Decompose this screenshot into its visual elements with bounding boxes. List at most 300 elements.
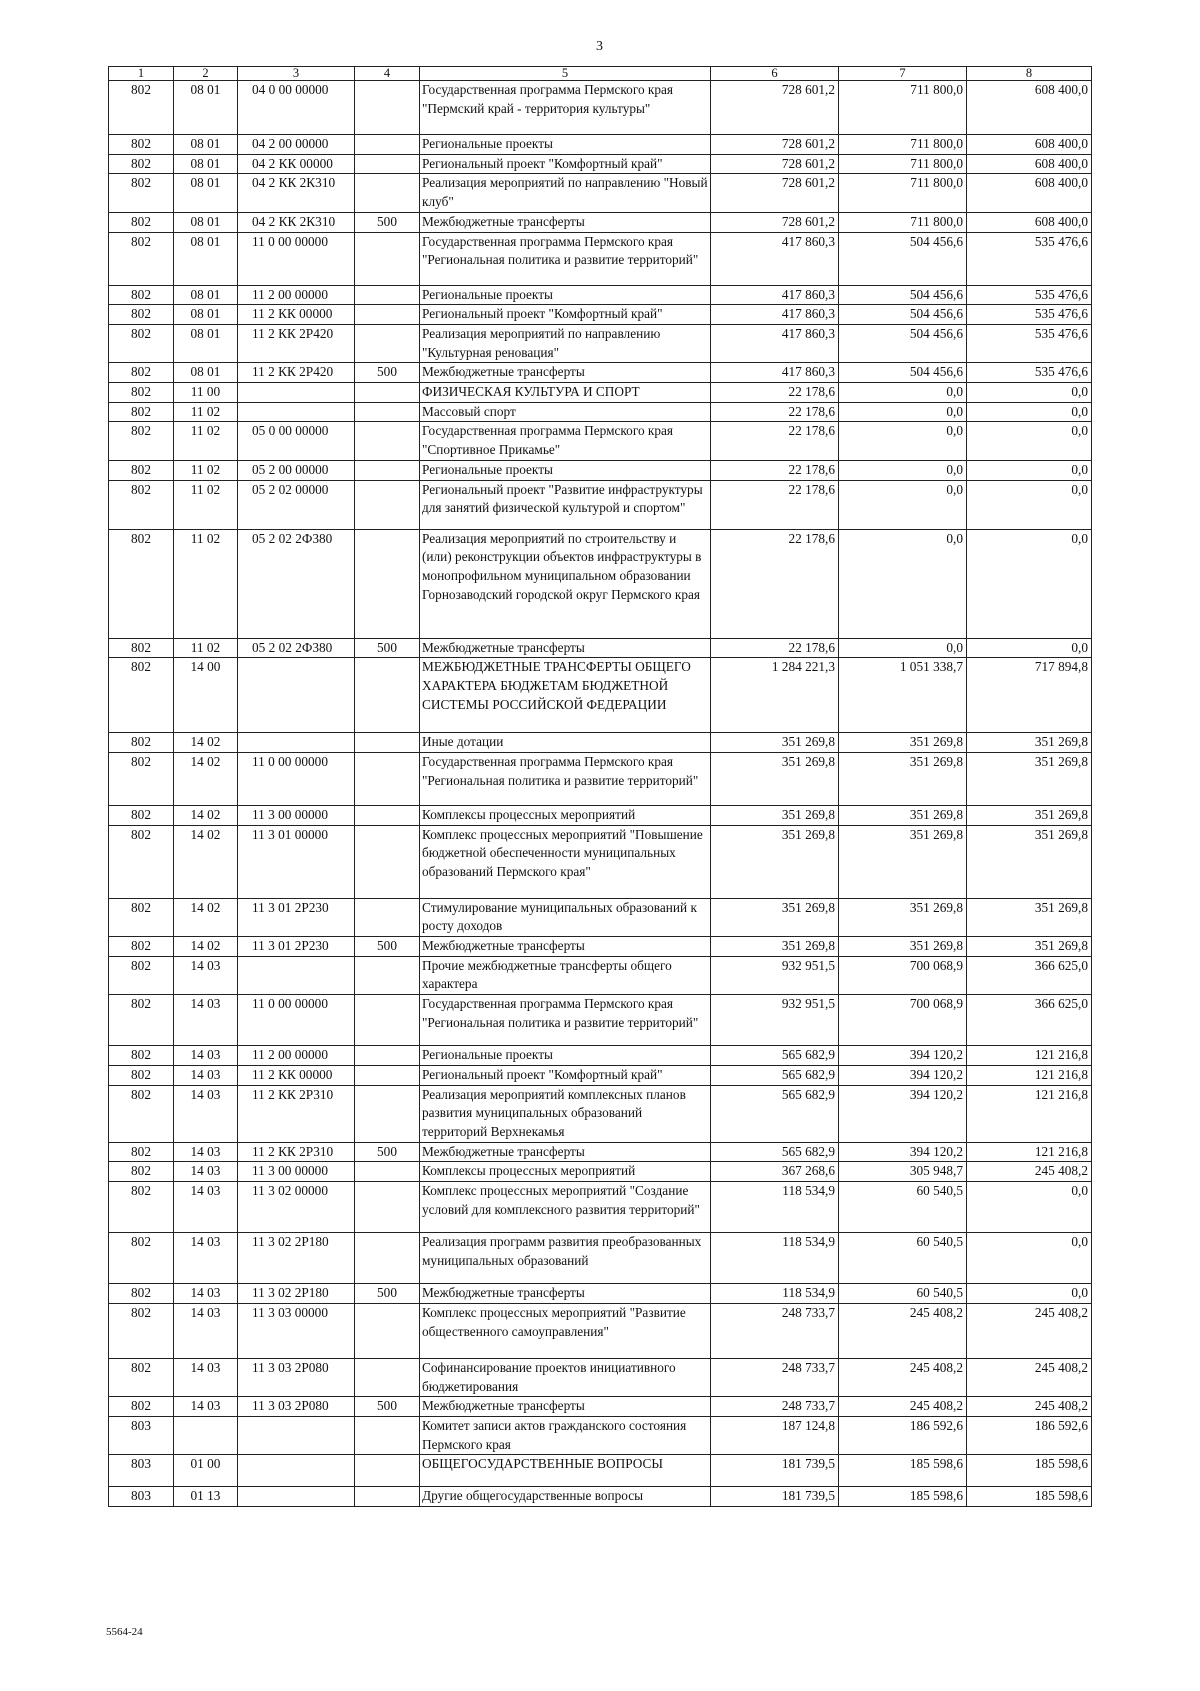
page-number: 3 xyxy=(596,39,603,54)
table-row xyxy=(109,154,1092,174)
cell-ministry-code: 802 xyxy=(109,752,174,805)
cell-expense-type: 500 xyxy=(355,1397,420,1417)
table-row xyxy=(109,232,1092,285)
cell-amount-year-2: 0,0 xyxy=(839,383,967,403)
cell-target-item xyxy=(238,1416,355,1454)
table-row xyxy=(109,324,1092,362)
cell-ministry-code: 802 xyxy=(109,1085,174,1142)
cell-ministry-code: 802 xyxy=(109,174,174,212)
cell-section: 11 02 xyxy=(174,422,238,460)
cell-ministry-code: 802 xyxy=(109,81,174,135)
cell-section: 14 03 xyxy=(174,1233,238,1284)
cell-amount-year-2: 1 051 338,7 xyxy=(839,658,967,733)
table-row xyxy=(109,174,1092,212)
table-row xyxy=(109,1046,1092,1066)
cell-amount-year-1: 22 178,6 xyxy=(711,460,839,480)
cell-amount-year-1: 932 951,5 xyxy=(711,956,839,994)
cell-amount-year-1: 22 178,6 xyxy=(711,480,839,529)
cell-amount-year-1: 417 860,3 xyxy=(711,232,839,285)
cell-amount-year-2: 0,0 xyxy=(839,460,967,480)
table-row xyxy=(109,1303,1092,1358)
cell-amount-year-1: 565 682,9 xyxy=(711,1085,839,1142)
cell-description: Софинансирование проектов инициативного бюджетирования xyxy=(420,1358,711,1396)
cell-description: Межбюджетные трансферты xyxy=(420,638,711,658)
cell-expense-type xyxy=(355,1162,420,1182)
cell-ministry-code: 802 xyxy=(109,305,174,325)
cell-ministry-code: 802 xyxy=(109,1065,174,1085)
cell-amount-year-2: 0,0 xyxy=(839,529,967,638)
cell-amount-year-3: 245 408,2 xyxy=(967,1303,1092,1358)
cell-amount-year-1: 118 534,9 xyxy=(711,1284,839,1304)
cell-ministry-code: 802 xyxy=(109,363,174,383)
cell-description: Государственная программа Пермского края "Спортивное Прикамье" xyxy=(420,422,711,460)
cell-amount-year-3: 245 408,2 xyxy=(967,1397,1092,1417)
cell-target-item xyxy=(238,658,355,733)
cell-amount-year-2: 186 592,6 xyxy=(839,1416,967,1454)
header-col-4: 4 xyxy=(355,67,420,81)
cell-amount-year-1: 248 733,7 xyxy=(711,1397,839,1417)
cell-description: Региональный проект "Комфортный край" xyxy=(420,1065,711,1085)
cell-target-item: 11 2 КК 2Р310 xyxy=(238,1142,355,1162)
table-row xyxy=(109,305,1092,325)
cell-target-item: 05 2 02 2Ф380 xyxy=(238,529,355,638)
cell-description: ОБЩЕГОСУДАРСТВЕННЫЕ ВОПРОСЫ xyxy=(420,1455,711,1487)
table-row xyxy=(109,1455,1092,1487)
cell-section: 14 03 xyxy=(174,1284,238,1304)
cell-expense-type xyxy=(355,81,420,135)
cell-expense-type xyxy=(355,1182,420,1233)
cell-section: 11 02 xyxy=(174,402,238,422)
cell-target-item: 11 3 03 2Р080 xyxy=(238,1397,355,1417)
table-row xyxy=(109,285,1092,305)
cell-amount-year-3: 121 216,8 xyxy=(967,1085,1092,1142)
cell-amount-year-3: 0,0 xyxy=(967,422,1092,460)
cell-ministry-code: 802 xyxy=(109,825,174,898)
cell-ministry-code: 802 xyxy=(109,1182,174,1233)
cell-amount-year-1: 22 178,6 xyxy=(711,422,839,460)
cell-ministry-code: 802 xyxy=(109,805,174,825)
cell-amount-year-2: 0,0 xyxy=(839,638,967,658)
cell-description: МЕЖБЮДЖЕТНЫЕ ТРАНСФЕРТЫ ОБЩЕГО ХАРАКТЕРА БЮДЖЕТАМ БЮДЖЕТНОЙ СИСТЕМЫ РОССИЙСКОЙ ФЕДЕРАЦИИ xyxy=(420,658,711,733)
cell-target-item: 11 2 КК 2Р420 xyxy=(238,363,355,383)
cell-target-item: 05 2 00 00000 xyxy=(238,460,355,480)
cell-amount-year-3: 121 216,8 xyxy=(967,1142,1092,1162)
cell-section: 14 03 xyxy=(174,956,238,994)
table-row xyxy=(109,825,1092,898)
cell-amount-year-1: 22 178,6 xyxy=(711,383,839,403)
cell-amount-year-3: 535 476,6 xyxy=(967,324,1092,362)
cell-amount-year-3: 351 269,8 xyxy=(967,733,1092,753)
cell-description: Региональные проекты xyxy=(420,1046,711,1066)
header-col-2: 2 xyxy=(174,67,238,81)
cell-ministry-code: 803 xyxy=(109,1416,174,1454)
cell-description: Стимулирование муниципальных образований к росту доходов xyxy=(420,898,711,936)
cell-description: Прочие межбюджетные трансферты общего характера xyxy=(420,956,711,994)
cell-amount-year-3: 185 598,6 xyxy=(967,1487,1092,1507)
cell-section: 11 02 xyxy=(174,529,238,638)
cell-description: Государственная программа Пермского края "Региональная политика и развитие территорий" xyxy=(420,995,711,1046)
cell-description: Региональный проект "Развитие инфраструктуры для занятий физической культурой и спортом" xyxy=(420,480,711,529)
cell-amount-year-3: 351 269,8 xyxy=(967,752,1092,805)
cell-section: 08 01 xyxy=(174,324,238,362)
table-row xyxy=(109,898,1092,936)
cell-target-item: 11 3 00 00000 xyxy=(238,805,355,825)
cell-expense-type xyxy=(355,529,420,638)
cell-description: Массовый спорт xyxy=(420,402,711,422)
cell-expense-type xyxy=(355,995,420,1046)
cell-target-item: 11 3 00 00000 xyxy=(238,1162,355,1182)
cell-amount-year-3: 608 400,0 xyxy=(967,135,1092,155)
table-row xyxy=(109,480,1092,529)
cell-expense-type xyxy=(355,805,420,825)
cell-expense-type xyxy=(355,383,420,403)
cell-expense-type xyxy=(355,1303,420,1358)
table-row xyxy=(109,460,1092,480)
cell-amount-year-2: 185 598,6 xyxy=(839,1455,967,1487)
cell-amount-year-3: 535 476,6 xyxy=(967,232,1092,285)
cell-ministry-code: 802 xyxy=(109,898,174,936)
cell-target-item: 11 3 02 2Р180 xyxy=(238,1284,355,1304)
cell-ministry-code: 802 xyxy=(109,285,174,305)
cell-expense-type xyxy=(355,1085,420,1142)
cell-amount-year-2: 351 269,8 xyxy=(839,752,967,805)
cell-amount-year-1: 351 269,8 xyxy=(711,733,839,753)
cell-section: 08 01 xyxy=(174,212,238,232)
cell-amount-year-3: 351 269,8 xyxy=(967,937,1092,957)
cell-amount-year-3: 186 592,6 xyxy=(967,1416,1092,1454)
cell-amount-year-2: 351 269,8 xyxy=(839,898,967,936)
cell-section: 14 00 xyxy=(174,658,238,733)
cell-section: 14 02 xyxy=(174,733,238,753)
cell-description: ФИЗИЧЕСКАЯ КУЛЬТУРА И СПОРТ xyxy=(420,383,711,403)
cell-section xyxy=(174,1416,238,1454)
cell-description: Межбюджетные трансферты xyxy=(420,1284,711,1304)
cell-target-item: 11 2 КК 00000 xyxy=(238,305,355,325)
cell-target-item: 11 0 00 00000 xyxy=(238,752,355,805)
cell-section: 14 02 xyxy=(174,752,238,805)
header-col-1: 1 xyxy=(109,67,174,81)
cell-section: 11 00 xyxy=(174,383,238,403)
cell-amount-year-1: 22 178,6 xyxy=(711,402,839,422)
cell-expense-type xyxy=(355,1416,420,1454)
cell-target-item: 04 2 КК 2К310 xyxy=(238,174,355,212)
cell-amount-year-2: 305 948,7 xyxy=(839,1162,967,1182)
cell-ministry-code: 802 xyxy=(109,324,174,362)
cell-expense-type xyxy=(355,1046,420,1066)
cell-target-item: 05 2 02 00000 xyxy=(238,480,355,529)
cell-target-item xyxy=(238,383,355,403)
cell-amount-year-3: 351 269,8 xyxy=(967,898,1092,936)
cell-amount-year-2: 711 800,0 xyxy=(839,212,967,232)
cell-description: Комитет записи актов гражданского состояния Пермского края xyxy=(420,1416,711,1454)
cell-expense-type: 500 xyxy=(355,363,420,383)
cell-amount-year-3: 0,0 xyxy=(967,1182,1092,1233)
cell-target-item: 11 2 КК 00000 xyxy=(238,1065,355,1085)
cell-target-item xyxy=(238,402,355,422)
cell-amount-year-1: 728 601,2 xyxy=(711,135,839,155)
cell-target-item: 04 2 КК 00000 xyxy=(238,154,355,174)
cell-amount-year-3: 245 408,2 xyxy=(967,1162,1092,1182)
cell-ministry-code: 802 xyxy=(109,1046,174,1066)
cell-amount-year-3: 351 269,8 xyxy=(967,805,1092,825)
cell-description: Комплекс процессных мероприятий "Повышение бюджетной обеспеченности муниципальных образований Пермского края" xyxy=(420,825,711,898)
cell-amount-year-1: 728 601,2 xyxy=(711,81,839,135)
cell-expense-type xyxy=(355,422,420,460)
cell-amount-year-2: 711 800,0 xyxy=(839,154,967,174)
table-row xyxy=(109,422,1092,460)
cell-amount-year-3: 535 476,6 xyxy=(967,305,1092,325)
cell-amount-year-2: 394 120,2 xyxy=(839,1065,967,1085)
table-row xyxy=(109,995,1092,1046)
table-row xyxy=(109,1182,1092,1233)
cell-section: 14 02 xyxy=(174,825,238,898)
table-row xyxy=(109,1142,1092,1162)
cell-expense-type xyxy=(355,733,420,753)
cell-description: Межбюджетные трансферты xyxy=(420,212,711,232)
cell-expense-type xyxy=(355,1233,420,1284)
cell-target-item xyxy=(238,1487,355,1507)
cell-amount-year-3: 0,0 xyxy=(967,1233,1092,1284)
cell-section: 14 03 xyxy=(174,1162,238,1182)
cell-amount-year-1: 367 268,6 xyxy=(711,1162,839,1182)
budget-table xyxy=(108,66,1092,1507)
cell-target-item: 04 2 КК 2К310 xyxy=(238,212,355,232)
cell-amount-year-2: 245 408,2 xyxy=(839,1397,967,1417)
table-row xyxy=(109,1416,1092,1454)
cell-amount-year-2: 0,0 xyxy=(839,402,967,422)
cell-amount-year-3: 0,0 xyxy=(967,1284,1092,1304)
cell-ministry-code: 802 xyxy=(109,460,174,480)
cell-target-item: 11 3 03 00000 xyxy=(238,1303,355,1358)
cell-amount-year-1: 417 860,3 xyxy=(711,285,839,305)
cell-ministry-code: 802 xyxy=(109,232,174,285)
cell-amount-year-1: 565 682,9 xyxy=(711,1065,839,1085)
cell-ministry-code: 802 xyxy=(109,212,174,232)
cell-description: Иные дотации xyxy=(420,733,711,753)
cell-amount-year-3: 0,0 xyxy=(967,638,1092,658)
cell-target-item: 11 3 01 2Р230 xyxy=(238,937,355,957)
cell-ministry-code: 803 xyxy=(109,1455,174,1487)
cell-description: Межбюджетные трансферты xyxy=(420,1397,711,1417)
cell-section: 08 01 xyxy=(174,305,238,325)
cell-section: 14 03 xyxy=(174,1085,238,1142)
cell-amount-year-1: 728 601,2 xyxy=(711,212,839,232)
cell-amount-year-2: 700 068,9 xyxy=(839,956,967,994)
table-row xyxy=(109,1358,1092,1396)
cell-amount-year-1: 22 178,6 xyxy=(711,529,839,638)
cell-description: Региональные проекты xyxy=(420,285,711,305)
cell-description: Комплекс процессных мероприятий "Развитие общественного самоуправления" xyxy=(420,1303,711,1358)
cell-expense-type xyxy=(355,1065,420,1085)
cell-target-item xyxy=(238,956,355,994)
cell-expense-type xyxy=(355,1487,420,1507)
cell-amount-year-3: 608 400,0 xyxy=(967,154,1092,174)
table-row xyxy=(109,212,1092,232)
cell-expense-type xyxy=(355,1358,420,1396)
cell-amount-year-2: 711 800,0 xyxy=(839,174,967,212)
cell-expense-type xyxy=(355,154,420,174)
cell-amount-year-2: 394 120,2 xyxy=(839,1046,967,1066)
table-row xyxy=(109,1162,1092,1182)
cell-amount-year-2: 711 800,0 xyxy=(839,135,967,155)
cell-target-item: 11 2 00 00000 xyxy=(238,1046,355,1066)
cell-amount-year-3: 0,0 xyxy=(967,383,1092,403)
cell-amount-year-2: 60 540,5 xyxy=(839,1233,967,1284)
cell-section: 08 01 xyxy=(174,285,238,305)
cell-expense-type xyxy=(355,898,420,936)
cell-amount-year-1: 565 682,9 xyxy=(711,1142,839,1162)
cell-section: 01 00 xyxy=(174,1455,238,1487)
cell-amount-year-3: 608 400,0 xyxy=(967,212,1092,232)
cell-section: 14 03 xyxy=(174,1182,238,1233)
cell-description: Реализация мероприятий комплексных планов развития муниципальных образований территорий Верхнекамья xyxy=(420,1085,711,1142)
cell-ministry-code: 802 xyxy=(109,937,174,957)
cell-description: Государственная программа Пермского края "Пермский край - территория культуры" xyxy=(420,81,711,135)
cell-amount-year-3: 608 400,0 xyxy=(967,174,1092,212)
cell-amount-year-1: 417 860,3 xyxy=(711,324,839,362)
cell-section: 08 01 xyxy=(174,154,238,174)
cell-section: 14 03 xyxy=(174,995,238,1046)
cell-expense-type xyxy=(355,402,420,422)
cell-amount-year-1: 351 269,8 xyxy=(711,805,839,825)
cell-ministry-code: 803 xyxy=(109,1487,174,1507)
cell-amount-year-3: 608 400,0 xyxy=(967,81,1092,135)
cell-description: Межбюджетные трансферты xyxy=(420,1142,711,1162)
header-col-7: 7 xyxy=(839,67,967,81)
table-row xyxy=(109,1397,1092,1417)
cell-section: 08 01 xyxy=(174,81,238,135)
cell-amount-year-2: 0,0 xyxy=(839,480,967,529)
cell-expense-type xyxy=(355,460,420,480)
table-row xyxy=(109,956,1092,994)
cell-description: Комплексы процессных мероприятий xyxy=(420,1162,711,1182)
cell-amount-year-3: 366 625,0 xyxy=(967,956,1092,994)
cell-amount-year-2: 351 269,8 xyxy=(839,825,967,898)
cell-ministry-code: 802 xyxy=(109,402,174,422)
cell-amount-year-1: 118 534,9 xyxy=(711,1182,839,1233)
cell-expense-type xyxy=(355,956,420,994)
cell-expense-type xyxy=(355,285,420,305)
cell-section: 08 01 xyxy=(174,363,238,383)
cell-amount-year-1: 728 601,2 xyxy=(711,174,839,212)
cell-target-item: 11 3 02 2Р180 xyxy=(238,1233,355,1284)
cell-amount-year-1: 248 733,7 xyxy=(711,1358,839,1396)
cell-amount-year-2: 504 456,6 xyxy=(839,232,967,285)
cell-description: Региональные проекты xyxy=(420,460,711,480)
cell-description: Региональные проекты xyxy=(420,135,711,155)
cell-description: Реализация программ развития преобразованных муниципальных образований xyxy=(420,1233,711,1284)
cell-ministry-code: 802 xyxy=(109,1397,174,1417)
cell-description: Комплекс процессных мероприятий "Создание условий для комплексного развития территорий" xyxy=(420,1182,711,1233)
cell-description: Государственная программа Пермского края "Региональная политика и развитие территорий" xyxy=(420,232,711,285)
cell-amount-year-3: 351 269,8 xyxy=(967,825,1092,898)
cell-ministry-code: 802 xyxy=(109,1162,174,1182)
cell-section: 11 02 xyxy=(174,480,238,529)
cell-amount-year-1: 118 534,9 xyxy=(711,1233,839,1284)
cell-amount-year-2: 0,0 xyxy=(839,422,967,460)
table-row xyxy=(109,1487,1092,1507)
cell-description: Реализация мероприятий по направлению "Новый клуб" xyxy=(420,174,711,212)
cell-ministry-code: 802 xyxy=(109,733,174,753)
cell-ministry-code: 802 xyxy=(109,638,174,658)
cell-section: 14 03 xyxy=(174,1303,238,1358)
cell-expense-type xyxy=(355,174,420,212)
table-row xyxy=(109,1065,1092,1085)
cell-description: Межбюджетные трансферты xyxy=(420,937,711,957)
cell-amount-year-3: 0,0 xyxy=(967,402,1092,422)
cell-amount-year-2: 351 269,8 xyxy=(839,733,967,753)
cell-amount-year-2: 394 120,2 xyxy=(839,1085,967,1142)
cell-section: 08 01 xyxy=(174,232,238,285)
cell-target-item: 11 2 КК 2Р420 xyxy=(238,324,355,362)
cell-amount-year-1: 932 951,5 xyxy=(711,995,839,1046)
table-row xyxy=(109,752,1092,805)
cell-amount-year-2: 351 269,8 xyxy=(839,937,967,957)
cell-target-item: 11 3 03 2Р080 xyxy=(238,1358,355,1396)
cell-target-item xyxy=(238,1455,355,1487)
cell-amount-year-1: 351 269,8 xyxy=(711,752,839,805)
footer-code: 5564-24 xyxy=(106,1626,143,1638)
table-row xyxy=(109,638,1092,658)
cell-expense-type: 500 xyxy=(355,937,420,957)
cell-expense-type: 500 xyxy=(355,1284,420,1304)
cell-target-item: 11 3 01 00000 xyxy=(238,825,355,898)
cell-description: Комплексы процессных мероприятий xyxy=(420,805,711,825)
cell-amount-year-1: 417 860,3 xyxy=(711,305,839,325)
header-col-8: 8 xyxy=(967,67,1092,81)
cell-target-item: 11 3 01 2Р230 xyxy=(238,898,355,936)
cell-expense-type xyxy=(355,658,420,733)
cell-section: 14 03 xyxy=(174,1065,238,1085)
cell-amount-year-3: 185 598,6 xyxy=(967,1455,1092,1487)
cell-amount-year-3: 535 476,6 xyxy=(967,363,1092,383)
table-row xyxy=(109,658,1092,733)
cell-amount-year-1: 728 601,2 xyxy=(711,154,839,174)
cell-target-item: 05 0 00 00000 xyxy=(238,422,355,460)
cell-amount-year-1: 351 269,8 xyxy=(711,898,839,936)
table-row xyxy=(109,529,1092,638)
cell-expense-type: 500 xyxy=(355,638,420,658)
table-row xyxy=(109,363,1092,383)
cell-amount-year-3: 0,0 xyxy=(967,460,1092,480)
cell-amount-year-1: 22 178,6 xyxy=(711,638,839,658)
cell-description: Межбюджетные трансферты xyxy=(420,363,711,383)
cell-ministry-code: 802 xyxy=(109,1284,174,1304)
cell-target-item: 11 0 00 00000 xyxy=(238,232,355,285)
table-row xyxy=(109,937,1092,957)
cell-amount-year-1: 1 284 221,3 xyxy=(711,658,839,733)
cell-amount-year-2: 60 540,5 xyxy=(839,1182,967,1233)
cell-amount-year-1: 417 860,3 xyxy=(711,363,839,383)
cell-ministry-code: 802 xyxy=(109,422,174,460)
cell-amount-year-2: 394 120,2 xyxy=(839,1142,967,1162)
cell-ministry-code: 802 xyxy=(109,154,174,174)
table-row xyxy=(109,402,1092,422)
table-row xyxy=(109,135,1092,155)
cell-ministry-code: 802 xyxy=(109,995,174,1046)
cell-section: 11 02 xyxy=(174,638,238,658)
cell-expense-type xyxy=(355,324,420,362)
table-row xyxy=(109,1284,1092,1304)
cell-ministry-code: 802 xyxy=(109,383,174,403)
table-row xyxy=(109,1233,1092,1284)
cell-description: Реализация мероприятий по направлению "Культурная реновация" xyxy=(420,324,711,362)
cell-ministry-code: 802 xyxy=(109,956,174,994)
cell-ministry-code: 802 xyxy=(109,1233,174,1284)
cell-description: Реализация мероприятий по строительству и (или) реконструкции объектов инфраструктуры в монопрофильном муниципальном образовании Горнозаводский городской округ Пермского края xyxy=(420,529,711,638)
table-row xyxy=(109,383,1092,403)
cell-section: 14 03 xyxy=(174,1358,238,1396)
